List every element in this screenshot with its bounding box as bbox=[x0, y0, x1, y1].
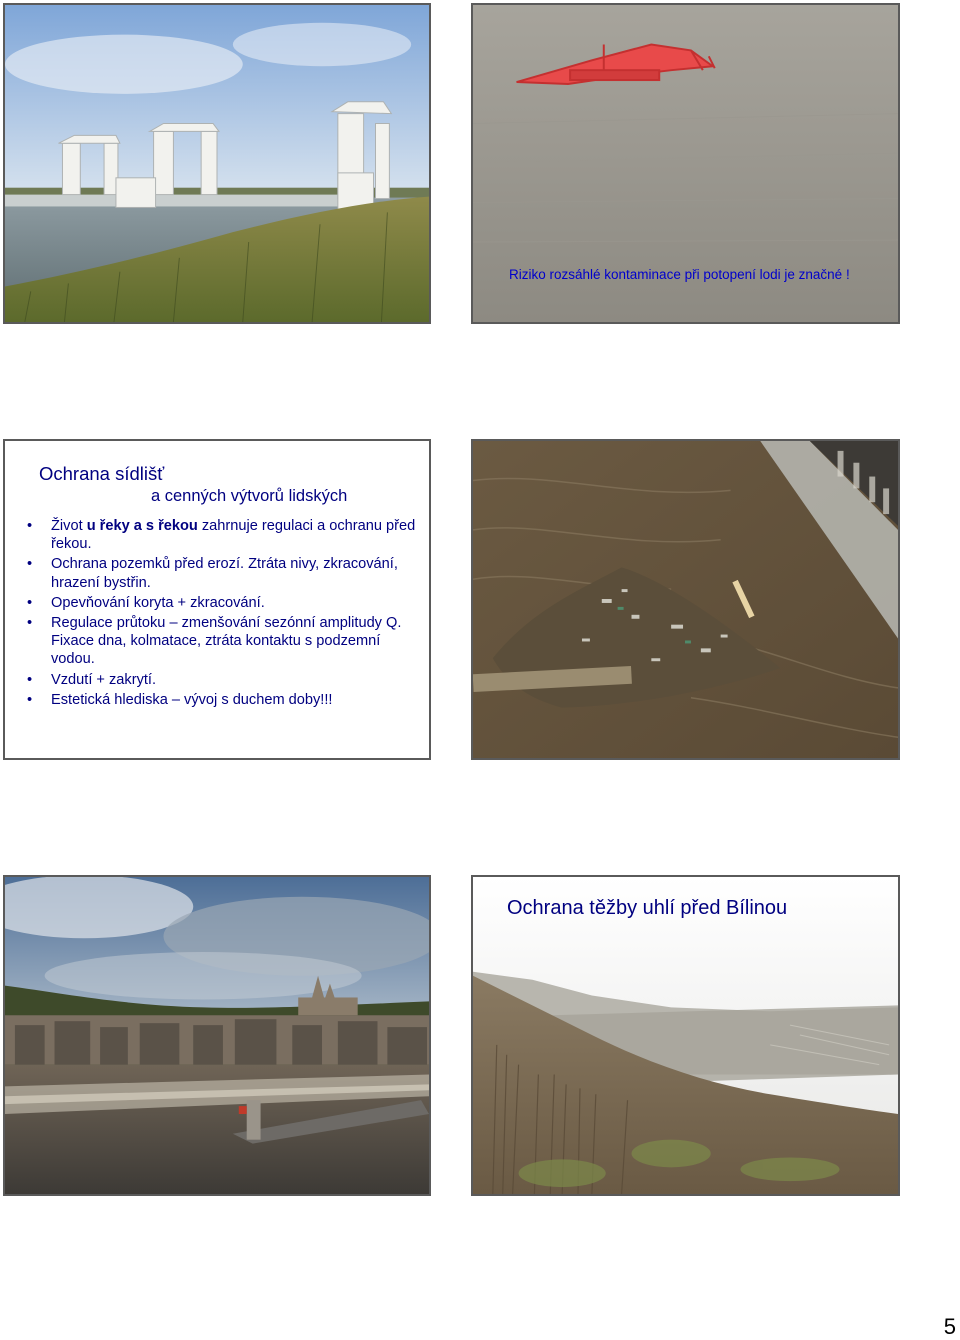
slide-bilina-mine bbox=[471, 875, 900, 1196]
bullet-item bbox=[25, 517, 425, 553]
bullet-bold: u řeky a s řekou bbox=[86, 518, 198, 534]
weir-photo bbox=[5, 5, 429, 322]
page-number: 5 bbox=[943, 1314, 956, 1339]
slide-sunken-ship bbox=[471, 3, 900, 324]
bilina-mine-photo bbox=[473, 877, 898, 1194]
bullet-item: • Opevňování koryta + zkracování. bbox=[25, 594, 425, 612]
slide-subtitle: a cenných výtvorů lidských bbox=[151, 487, 348, 505]
bullet-prefix: Život bbox=[51, 518, 87, 534]
bullet-item: • Vzdutí + zakrytí. bbox=[25, 671, 425, 689]
bullet-item: • Regulace průtoku – zmenšování sezónní amplitudy Q. Fixace dna, kolmatace, ztráta kontaktu s podzemní vodou. bbox=[25, 614, 425, 669]
slide-protection-text bbox=[3, 439, 431, 760]
bullet-list bbox=[25, 517, 425, 711]
slide-weir-photo bbox=[3, 3, 431, 324]
slide-prague-weir bbox=[3, 875, 431, 1196]
slide-title: Ochrana sídlišť bbox=[39, 463, 165, 484]
slide-river-debris bbox=[471, 439, 900, 760]
slide-title: Ochrana těžby uhlí před Bílinou bbox=[507, 897, 788, 919]
bullet-rest: zahrnuje regulaci a ochranu před řekou. bbox=[51, 518, 416, 553]
river-debris-photo bbox=[473, 441, 898, 758]
bullet-item: • Estetická hlediska – vývoj s duchem doby!!! bbox=[25, 691, 425, 709]
prague-weir-photo bbox=[5, 877, 429, 1194]
bullet-item: • Ochrana pozemků před erozí. Ztráta nivy, zkracování, hrazení bystřin. bbox=[25, 555, 425, 591]
ship-caption: Riziko rozsáhlé kontaminace při potopení lodi je značné ! bbox=[509, 267, 850, 282]
